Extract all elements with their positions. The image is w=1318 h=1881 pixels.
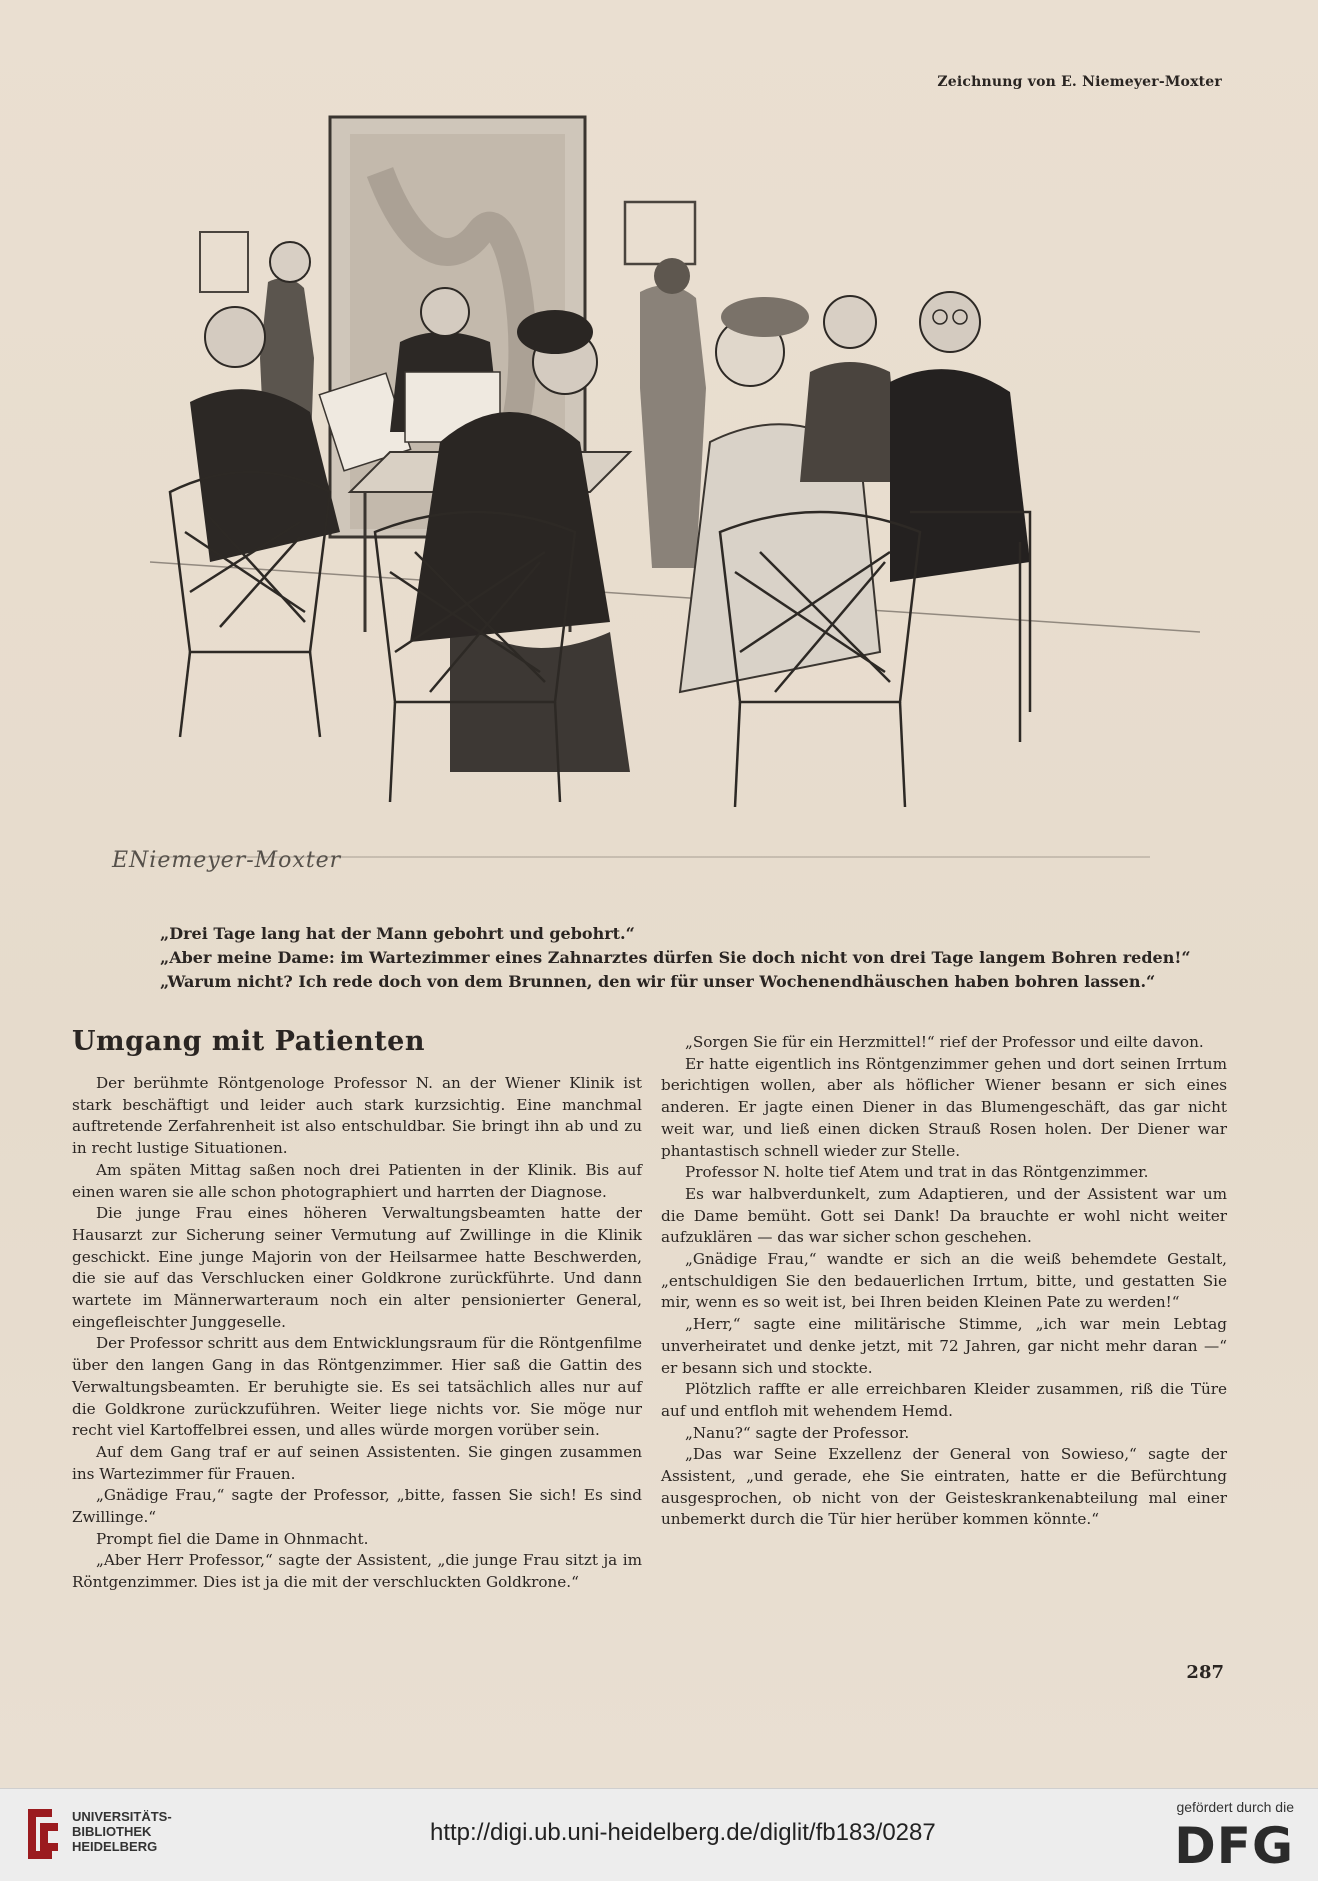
waiting-room-illustration	[150, 112, 1200, 902]
artist-signature: ENiemeyer-Moxter	[112, 848, 342, 873]
paragraph: „Gnädige Frau,“ sagte der Professor, „bitte, fassen Sie sich! Es sind Zwillinge.“	[72, 1486, 642, 1527]
article-title: Umgang mit Patienten	[72, 1026, 425, 1057]
digitization-footer	[0, 1788, 1318, 1881]
paragraph: „Nanu?“ sagte der Professor.	[685, 1423, 910, 1442]
paragraph: Auf dem Gang traf er auf seinen Assistenten. Sie gingen zusammen ins Wartezimmer für Frauen.	[72, 1442, 642, 1483]
article-column-left	[72, 1073, 642, 1594]
permalink-url[interactable]: http://digi.ub.uni-heidelberg.de/diglit/fb183/0287	[430, 1819, 936, 1846]
illustration-credit: Zeichnung von E. Niemeyer-Moxter	[937, 74, 1222, 90]
funded-by-label: gefördert durch die	[1176, 1799, 1294, 1815]
paragraph: Professor N. holte tief Atem und trat in das Röntgenzimmer.	[685, 1163, 1149, 1182]
page-number: 287	[1186, 1662, 1224, 1683]
paragraph: „Aber Herr Professor,“ sagte der Assistent, „die junge Frau sitzt ja im Röntgenzimmer. Dies ist ja die mit der verschluckten Goldkrone.“	[72, 1551, 642, 1592]
paragraph: Er hatte eigentlich ins Röntgenzimmer gehen und dort seinen Irrtum berichtigen wollen, aber als höflicher Wiener besann er sich eines anderen. Er jagte einen Diener in das Blumengeschäft, das gar nicht weit war, und ließ einen dicken Strauß Rosen holen. Der Diener war phantastisch schnell wieder zur Stelle.	[661, 1054, 1227, 1160]
university-library-logo-icon[interactable]	[22, 1803, 62, 1865]
illustration-caption	[160, 922, 1191, 994]
paragraph: „Herr,“ sagte eine militärische Stimme, „ich war mein Lebtag unverheiratet und denke jetzt, mit 72 Jahren, gar nicht mehr daran —“ er besann sich und stockte.	[661, 1315, 1227, 1377]
caption-line: „Aber meine Dame: im Wartezimmer eines Zahnarztes dürfen Sie doch nicht von drei Tage langem Bohren reden!“	[160, 948, 1191, 967]
caption-line: „Drei Tage lang hat der Mann gebohrt und gebohrt.“	[160, 924, 635, 943]
library-name-line: HEIDELBERG	[72, 1839, 158, 1854]
library-name-line: UNIVERSITÄTS-	[72, 1809, 172, 1824]
paragraph: Der Professor schritt aus dem Entwicklungsraum für die Röntgenfilme über den langen Gang in das Röntgenzimmer. Hier saß die Gattin des Verwaltungsbeamten. Er beruhigte sie. Es sei tatsächlich alles nur auf die Goldkrone zurückzuführen. Weiter liege nichts vor. Sie möge nur recht viel Kartoffelbrei essen, und alles würde morgen vorüber sein.	[72, 1334, 642, 1440]
paragraph: „Gnädige Frau,“ wandte er sich an die weiß behemdete Gestalt, „entschuldigen Sie den bedauerlichen Irrtum, bitte, und gestatten Sie mir, wenn es so weit ist, bei Ihren beiden Kleinen Pate zu werden!“	[661, 1250, 1227, 1312]
dfg-logo[interactable]: DFG	[1174, 1817, 1294, 1875]
paragraph: Es war halbverdunkelt, zum Adaptieren, und der Assistent war um die Dame bemüht. Gott sei Dank! Da brauchte er wohl nicht weiter aufzuklären — das war sicher schon geschehen.	[661, 1184, 1227, 1247]
paragraph: Plötzlich raffte er alle erreichbaren Kleider zusammen, riß die Türe auf und entfloh mit wehendem Hemd.	[661, 1380, 1227, 1420]
paragraph: „Das war Seine Exzellenz der General von Sowieso,“ sagte der Assistent, „und gerade, ehe Sie eintraten, hatte er die Befürchtung ausgesprochen, ob nicht von der Geisteskrankenabteilung mal einer unbemerkt durch die Tür hier herüber kommen könnte.“	[661, 1445, 1227, 1529]
paragraph: Prompt fiel die Dame in Ohnmacht.	[96, 1529, 369, 1548]
paragraph: Der berühmte Röntgenologe Professor N. an der Wiener Klinik ist stark beschäftigt und leider auch stark kurzsichtig. Eine manchmal auftretende Zerfahrenheit ist also entschuldbar. Sie bringt ihn ab und zu in recht lustige Situationen.	[72, 1074, 642, 1158]
paragraph: Am späten Mittag saßen noch drei Patienten in der Klinik. Bis auf einen waren sie alle schon photographiert und harrten der Diagnose.	[72, 1160, 642, 1201]
library-name-line: BIBLIOTHEK	[72, 1824, 152, 1839]
paragraph: „Sorgen Sie für ein Herzmittel!“ rief der Professor und eilte davon.	[685, 1033, 1204, 1051]
library-name[interactable]	[72, 1809, 172, 1854]
caption-line: „Warum nicht? Ich rede doch von dem Brunnen, den wir für unser Wochenendhäuschen haben bohren lassen.“	[160, 972, 1156, 991]
paragraph: Die junge Frau eines höheren Verwaltungsbeamten hatte der Hausarzt zur Sicherung seiner Vermutung auf Zwillinge in die Klinik geschickt. Eine junge Majorin von der Heilsarmee hatte Beschwerden, die sie auf das Verschlucken einer Goldkrone zurückführte. Und dann wartete im Männerwarteraum noch ein alter pensionierter General, eingefleischter Junggeselle.	[72, 1204, 642, 1331]
article-column-right	[661, 1032, 1227, 1531]
